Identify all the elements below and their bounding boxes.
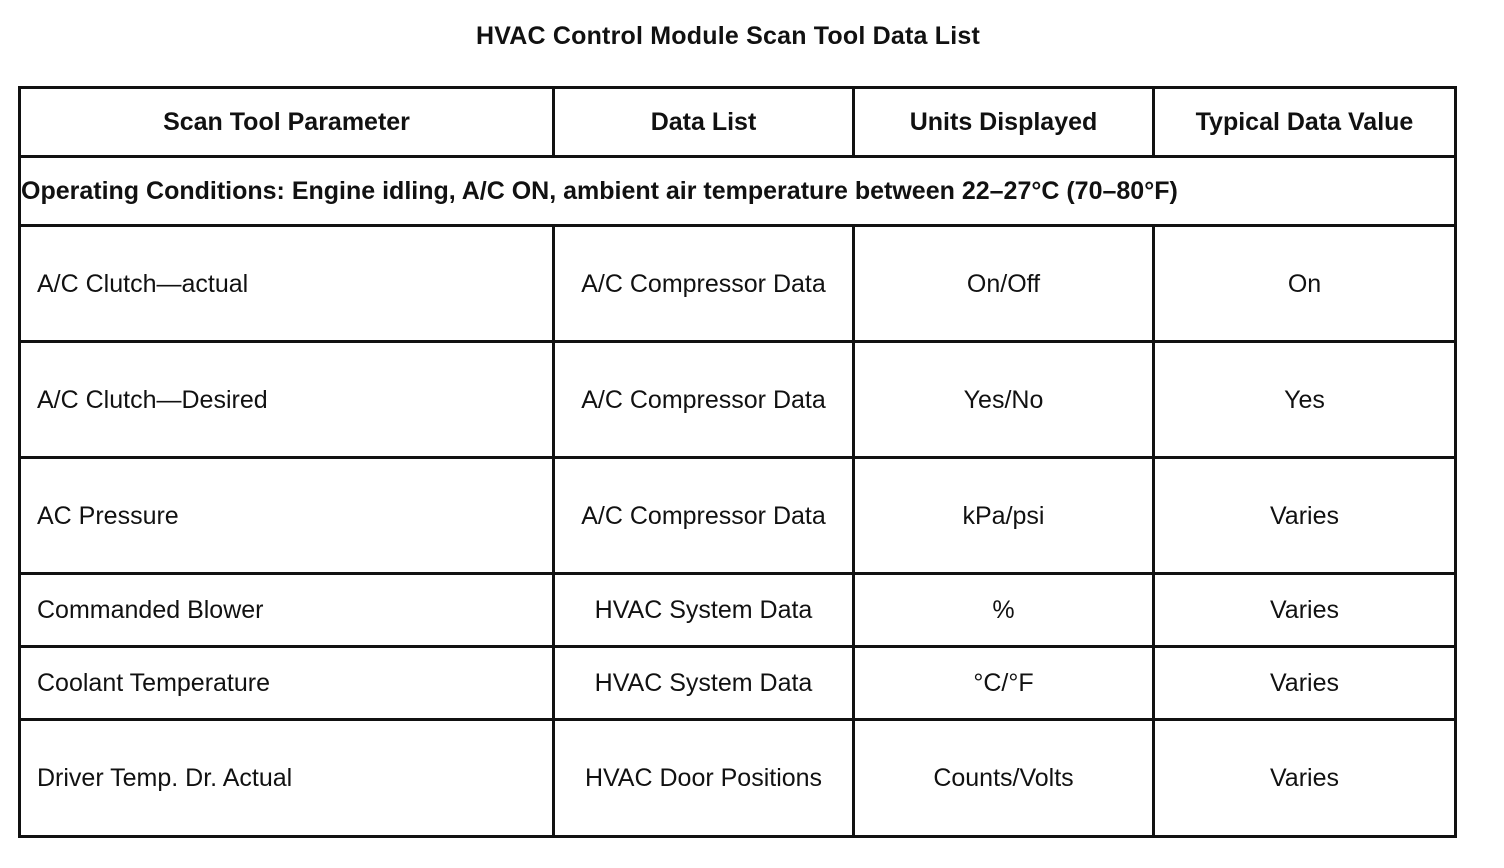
data-list-text: A/C Compressor Data [581, 385, 826, 414]
data-list-cell [554, 226, 854, 342]
data-list-cell [554, 458, 854, 574]
data-list-cell [554, 342, 854, 458]
data-list-cell: HVAC System Data [554, 574, 854, 647]
units-cell: % [854, 574, 1154, 647]
table-row [20, 342, 1456, 458]
parameter-cell: A/C Clutch—Desired [20, 342, 554, 458]
table-row [20, 574, 1456, 647]
typical-value-cell: Varies [1154, 458, 1456, 574]
typical-value-cell: Varies [1154, 647, 1456, 720]
data-list-cell [554, 720, 854, 837]
table-row [20, 458, 1456, 574]
units-cell: °C/°F [854, 647, 1154, 720]
header-units-displayed: Units Displayed [854, 88, 1154, 157]
header-scan-tool-parameter: Scan Tool Parameter [20, 88, 554, 157]
parameter-cell: A/C Clutch—actual [20, 226, 554, 342]
parameter-cell: Commanded Blower [20, 574, 554, 647]
operating-conditions: Operating Conditions: Engine idling, A/C ON, ambient air temperature between 22–27°C (70–80°F) [20, 157, 1456, 226]
typical-value-cell: Varies [1154, 720, 1456, 837]
parameter-cell: Coolant Temperature [20, 647, 554, 720]
units-cell: Counts/Volts [854, 720, 1154, 837]
header-typical-data-value: Typical Data Value [1154, 88, 1456, 157]
units-cell: Yes/No [854, 342, 1154, 458]
typical-value-cell: On [1154, 226, 1456, 342]
typical-value-cell: Yes [1154, 342, 1456, 458]
operating-conditions-row [20, 157, 1456, 226]
scan-tool-data-table [18, 86, 1457, 838]
parameter-cell: Driver Temp. Dr. Actual [20, 720, 554, 837]
data-list-text: A/C Compressor Data [581, 501, 826, 530]
table-header-row [20, 88, 1456, 157]
document-title: HVAC Control Module Scan Tool Data List [475, 22, 981, 50]
data-list-text: HVAC Door Positions [584, 764, 823, 792]
table-row [20, 647, 1456, 720]
units-cell: kPa/psi [854, 458, 1154, 574]
data-list-cell: HVAC System Data [554, 647, 854, 720]
parameter-cell: AC Pressure [20, 458, 554, 574]
table-row [20, 720, 1456, 837]
data-list-text: A/C Compressor Data [581, 269, 826, 298]
header-data-list: Data List [554, 88, 854, 157]
units-cell: On/Off [854, 226, 1154, 342]
typical-value-cell: Varies [1154, 574, 1456, 647]
table-row [20, 226, 1456, 342]
